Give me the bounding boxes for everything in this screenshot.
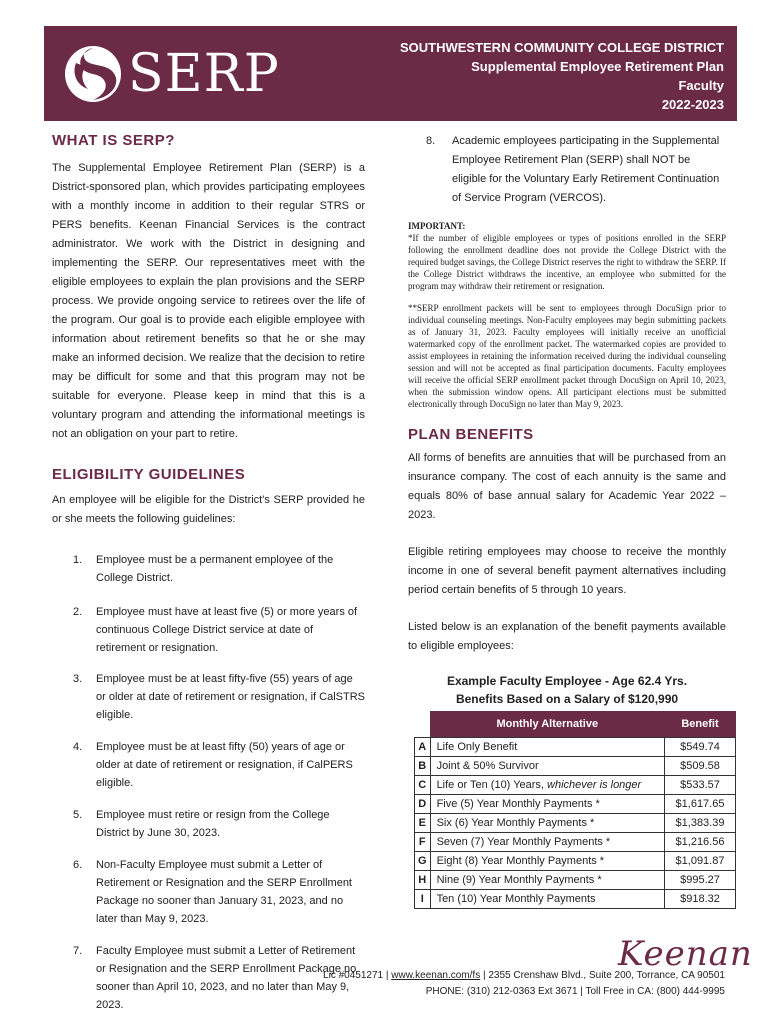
serp-swirl-icon <box>62 43 124 105</box>
list-item: 2. Employee must have at least five (5) or more years of continuous College District service at date of retirement or resignation. <box>73 606 358 654</box>
footer-line-1 <box>323 968 725 984</box>
eligibility-intro: An employee will be eligible for the District's SERP provided he or she meets the following guidelines: <box>52 494 365 525</box>
table-row: H Nine (9) Year Monthly Payments * $995.27 <box>415 871 736 890</box>
table-header-row <box>415 711 736 738</box>
address: | 2355 Crenshaw Blvd., Suite 200, Torrance, CA 90501 <box>480 970 725 981</box>
table-header-blank <box>415 711 431 738</box>
table-row: C Life or Ten (10) Years, whichever is longer $533.57 <box>415 776 736 795</box>
what-is-heading: WHAT IS SERP? <box>52 132 175 149</box>
table-row: G Eight (8) Year Monthly Payments * $1,091.87 <box>415 852 736 871</box>
plan-benefits-p2: Eligible retiring employees may choose to receive the monthly income in one of several benefit payment alternatives including period certain benefits of 5 through 10 years. <box>408 546 726 596</box>
table-header-benefit: Benefit <box>665 711 736 738</box>
footer <box>323 968 725 1000</box>
plan-benefits-p3: Listed below is an explanation of the benefit payments available to eligible employees: <box>408 621 726 652</box>
table-header-alternative: Monthly Alternative <box>430 711 664 738</box>
serp-logo-text: SERP <box>128 44 280 104</box>
list-item: 7. Faculty Employee must submit a Letter of Retirement or Resignation and the SERP Enrollment Package no sooner than April 10, 2023, and no later than May 9, 2023. <box>73 945 357 1011</box>
table-row: E Six (6) Year Monthly Payments * $1,383.39 <box>415 814 736 833</box>
list-item: 8. Academic employees participating in the Supplemental Employee Retirement Plan (SERP) shall NOT be eligible for the Voluntary Early Retirement Continuation of Service Program (VERCOS). <box>426 135 720 204</box>
website-link[interactable]: www.keenan.com/fs <box>391 970 481 981</box>
eligibility-list <box>52 551 365 1014</box>
keenan-logo: Keenan <box>618 934 753 974</box>
important-note-2: **SERP enrollment packets will be sent to employees through DocuSign prior to individual counseling meetings. Non-Faculty employees may begin submitting packets as of January 31, 2023. Faculty employees will initially receive an unofficial watermarked copy of the enrollment packet. The watermarked copies are provided to assist employees in retaining the information received during the individual counseling session and will not be accepted as final participation documents. Faculty employees will receive the official SERP enrollment packet through DocuSign on April 10, 2023, when the submission window opens. All participant elections must be submitted electronically through DocuSign no later than May 9, 2023. <box>408 303 726 409</box>
list-item: 6. Non-Faculty Employee must submit a Letter of Retirement or Resignation and the SERP Enrollment Package no sooner than January 31, 2023, and no later than May 9, 2023. <box>73 859 352 925</box>
district-name: SOUTHWESTERN COMMUNITY COLLEGE DISTRICT <box>399 40 724 55</box>
list-item: 5. Employee must retire or resign from the College District by June 30, 2023. <box>73 809 330 839</box>
plan-year: 2022-2023 <box>661 97 724 112</box>
example-title <box>408 672 726 708</box>
table-row: B Joint & 50% Survivor $509.58 <box>415 757 736 776</box>
example-line-2: Benefits Based on a Salary of $120,990 <box>455 692 679 706</box>
table-row: D Five (5) Year Monthly Payments * $1,617.65 <box>415 795 736 814</box>
plan-name: Supplemental Employee Retirement Plan <box>471 59 724 74</box>
important-notes <box>408 220 726 410</box>
example-line-1: Example Faculty Employee - Age 62.4 Yrs. <box>446 674 688 688</box>
list-item: 3. Employee must be at least fifty-five (55) years of age or older at date of retirement or resignation, if CalSTRS eligible. <box>73 673 366 721</box>
left-column <box>52 132 365 1014</box>
important-heading: IMPORTANT: <box>408 221 466 231</box>
right-column <box>408 132 726 708</box>
table-row: F Seven (7) Year Monthly Payments * $1,216.56 <box>415 833 736 852</box>
banner-title <box>400 38 724 114</box>
footer-phone: PHONE: (310) 212-0363 Ext 3671 | Toll Free in CA: (800) 444-9995 <box>425 986 725 997</box>
license-number: Lic #0451271 | <box>323 970 392 981</box>
what-is-body: The Supplemental Employee Retirement Plan (SERP) is a District-sponsored plan, which provides participating employees with a monthly income in addition to their regular STRS or PERS benefits. Keenan Financial Services is the contract administrator. We work with the District in designing and implementing the SERP. Our representatives meet with the eligible employees to explain the plan provisions and the SERP process. We provide ongoing service to retirees over the life of the program. Our goal is to provide each eligible employee with information about retirement benefits so that he or she may make an informed decision. We realize that the decision to retire may be difficult for some and that this program may not be suitable for everyone. Please keep in mind that this is a voluntary program and attending the informational meetings is not an obligation on your part to retire. <box>52 162 365 440</box>
group-name: Faculty <box>678 78 724 93</box>
serp-logo <box>62 43 280 105</box>
list-item: 1. Employee must be a permanent employee of the College District. <box>73 554 334 584</box>
table-row: I Ten (10) Year Monthly Payments $918.32 <box>415 890 736 909</box>
table-row: A Life Only Benefit $549.74 <box>415 738 736 757</box>
plan-benefits-heading: PLAN BENEFITS <box>408 426 534 443</box>
list-item: 4. Employee must be at least fifty (50) years of age or older at date of retirement or resignation, if CalPERS eligible. <box>73 741 353 789</box>
eligibility-heading: ELIGIBILITY GUIDELINES <box>52 466 246 483</box>
plan-benefits-p1: All forms of benefits are annuities that will be purchased from an insurance company. The cost of each annuity is the same and equals 80% of base annual salary for Academic Year 2022 – 2023. <box>408 452 726 521</box>
important-note-1: *If the number of eligible employees or types of positions enrolled in the SERP following the enrollment deadline does not provide the College District with the required budget savings, the College District reserves the right to withdraw the SERP. If the College District withdraws the incentive, an employee who submitted for the program may withdraw their retirement or resignation. <box>408 233 726 291</box>
benefits-table <box>414 711 736 909</box>
